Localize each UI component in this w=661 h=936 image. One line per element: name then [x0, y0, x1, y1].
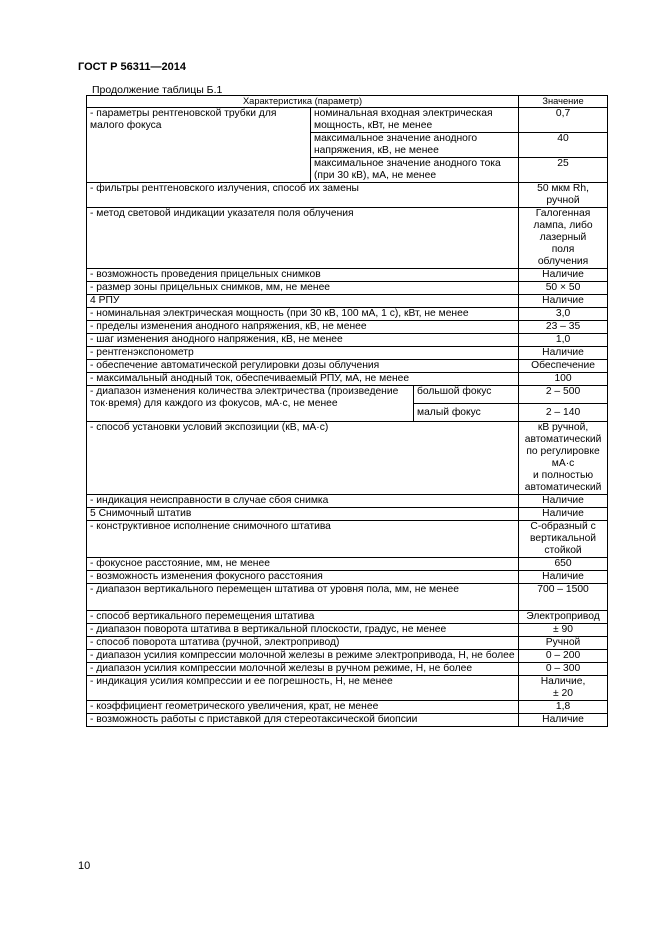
table-row: [87, 663, 608, 676]
row-label: - метод световой индикации указателя поля облучения: [87, 208, 519, 269]
row-label: - диапазон усилия компрессии молочной железы в режиме электропривода, Н, не более: [87, 650, 519, 663]
row-label: - возможность изменения фокусного расстояния: [87, 571, 519, 584]
row-label: - шаг изменения анодного напряжения, кВ, не менее: [87, 334, 519, 347]
table-row: [87, 637, 608, 650]
row-value: 100: [519, 373, 608, 386]
row-label: - возможность проведения прицельных снимков: [87, 269, 519, 282]
table-row: [87, 495, 608, 508]
sub-label: максимальное значение анодного напряжения, кВ, не менее: [311, 133, 519, 158]
row-value: 0 – 300: [519, 663, 608, 676]
table-row: [87, 558, 608, 571]
row-value: 0,7: [519, 108, 608, 133]
table-row: [87, 676, 608, 701]
row-label: - обеспечение автоматической регулировки дозы облучения: [87, 360, 519, 373]
row-label: - размер зоны прицельных снимков, мм, не менее: [87, 282, 519, 295]
table-row: [87, 650, 608, 663]
row-value: Обеспечение: [519, 360, 608, 373]
row-value: Наличие: [519, 508, 608, 521]
row-value: 2 – 500: [519, 386, 608, 404]
table-row: [87, 624, 608, 637]
row-value: Электропривод: [519, 611, 608, 624]
row-label: - индикация неисправности в случае сбоя снимка: [87, 495, 519, 508]
row-value: ± 90: [519, 624, 608, 637]
table-row: [87, 183, 608, 208]
table-header-row: [87, 96, 608, 108]
row-label: - возможность работы с приставкой для стереотаксической биопсии: [87, 714, 519, 727]
row-label: - диапазон усилия компрессии молочной железы в ручном режиме, Н, не более: [87, 663, 519, 676]
row-value: 1,0: [519, 334, 608, 347]
row-value: 25: [519, 158, 608, 183]
sub-label: максимальное значение анодного тока (при 30 кВ), мА, не менее: [311, 158, 519, 183]
table-row: [87, 373, 608, 386]
row-label: - способ вертикального перемещения штатива: [87, 611, 519, 624]
row-label: - диапазон изменения количества электричества (произведение ток·время) для каждого из фокусов, мА·с, не менее: [87, 386, 414, 422]
spec-table: [86, 95, 608, 727]
row-value: Наличие: [519, 269, 608, 282]
table-row: [87, 108, 608, 133]
row-value: 23 – 35: [519, 321, 608, 334]
table-row: [87, 295, 608, 308]
table-row: [87, 521, 608, 558]
row-value: 40: [519, 133, 608, 158]
row-label: - пределы изменения анодного напряжения, кВ, не менее: [87, 321, 519, 334]
sub-label: номинальная входная электрическая мощность, кВт, не менее: [311, 108, 519, 133]
table-row: [87, 571, 608, 584]
row-label: - индикация усилия компрессии и ее погрешность, Н, не менее: [87, 676, 519, 701]
table-row: [87, 208, 608, 269]
table-row: [87, 611, 608, 624]
row-label: - параметры рентгеновской трубки для малого фокуса: [87, 108, 311, 183]
table-row: [87, 386, 608, 404]
row-label: - фильтры рентгеновского излучения, способ их замены: [87, 183, 519, 208]
row-value: 0 – 200: [519, 650, 608, 663]
sub-label: большой фокус: [414, 386, 519, 404]
row-label: - фокусное расстояние, мм, не менее: [87, 558, 519, 571]
table-row: [87, 334, 608, 347]
column-header-param: Характеристика (параметр): [87, 96, 519, 108]
table-row: [87, 584, 608, 611]
table-row: [87, 321, 608, 334]
table-row: [87, 508, 608, 521]
row-label: 5 Снимочный штатив: [87, 508, 519, 521]
row-value: Ручной: [519, 637, 608, 650]
row-value: 2 – 140: [519, 404, 608, 422]
row-value: С-образный с вертикальной стойкой: [519, 521, 608, 558]
row-label: - максимальный анодный ток, обеспечиваемый РПУ, мА, не менее: [87, 373, 519, 386]
table-row: [87, 282, 608, 295]
row-value: Галогенная лампа, либо лазерный поля облучения: [519, 208, 608, 269]
row-value: 650: [519, 558, 608, 571]
row-value: Наличие: [519, 347, 608, 360]
row-label: - коэффициент геометрического увеличения, крат, не менее: [87, 701, 519, 714]
table-row: [87, 308, 608, 321]
row-value: Наличие: [519, 714, 608, 727]
table-caption: Продолжение таблицы Б.1: [92, 84, 223, 96]
document-id: ГОСТ Р 56311—2014: [78, 61, 186, 73]
row-value: 50 мкм Rh, ручной: [519, 183, 608, 208]
row-label: - конструктивное исполнение снимочного штатива: [87, 521, 519, 558]
row-value: Наличие: [519, 495, 608, 508]
row-value: Наличие: [519, 295, 608, 308]
table-row: [87, 422, 608, 495]
row-label: - способ установки условий экспозиции (кВ, мА·с): [87, 422, 519, 495]
row-label: - способ поворота штатива (ручной, электропривод): [87, 637, 519, 650]
table-row: [87, 360, 608, 373]
sub-label: малый фокус: [414, 404, 519, 422]
table-row: [87, 269, 608, 282]
row-label: - диапазон поворота штатива в вертикальной плоскости, градус, не менее: [87, 624, 519, 637]
table-row: [87, 701, 608, 714]
row-value: Наличие: [519, 571, 608, 584]
row-label: 4 РПУ: [87, 295, 519, 308]
row-value: 50 × 50: [519, 282, 608, 295]
row-value: 700 – 1500: [519, 584, 608, 611]
table-row: [87, 714, 608, 727]
column-header-value: Значение: [519, 96, 608, 108]
table-row: [87, 347, 608, 360]
page-number: 10: [78, 860, 91, 872]
row-label: - номинальная электрическая мощность (при 30 кВ, 100 мА, 1 с), кВт, не менее: [87, 308, 519, 321]
row-value: 1,8: [519, 701, 608, 714]
row-value: Наличие, ± 20: [519, 676, 608, 701]
row-label: - диапазон вертикального перемещен штатива от уровня пола, мм, не менее: [87, 584, 519, 611]
row-value: 3,0: [519, 308, 608, 321]
row-value: кВ ручной, автоматический по регулировке мА·с и полностью автоматический: [519, 422, 608, 495]
row-label: - рентгенэкспонометр: [87, 347, 519, 360]
